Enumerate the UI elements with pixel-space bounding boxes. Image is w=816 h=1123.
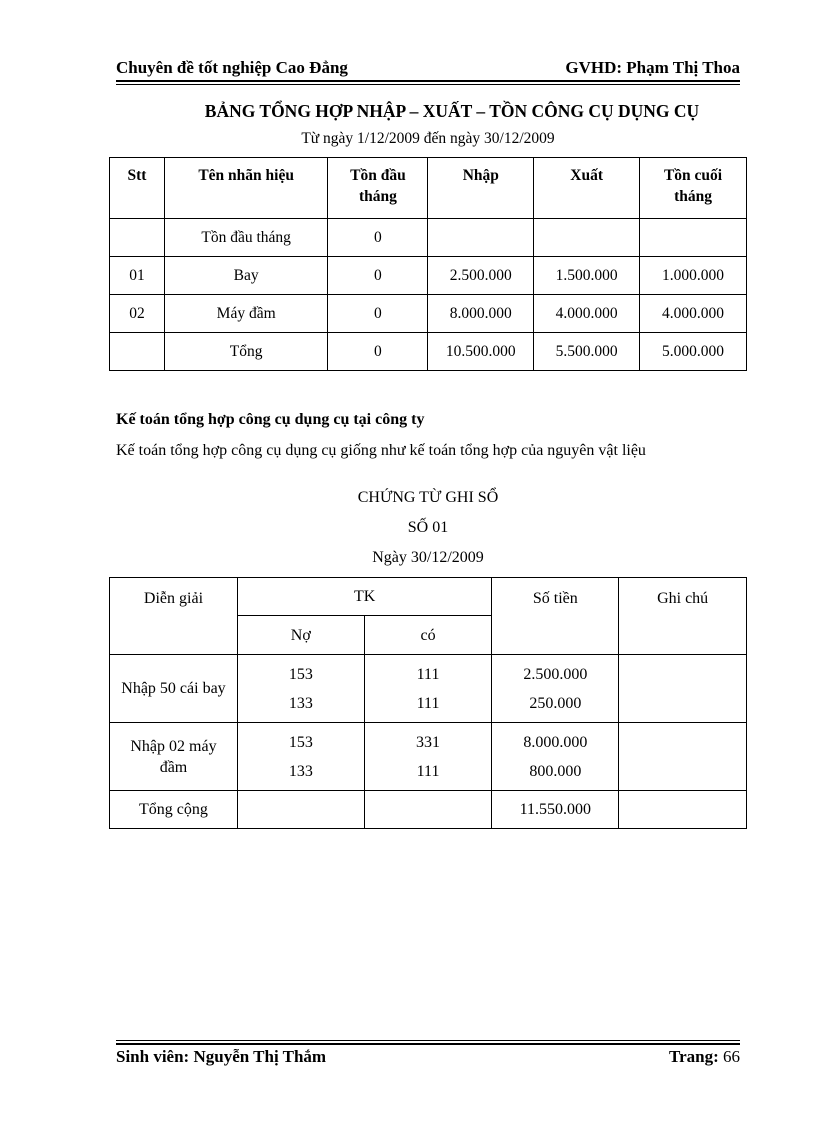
table-row (110, 257, 747, 295)
page-footer (116, 1047, 740, 1069)
cell-debit (237, 723, 364, 791)
amount-line: 8.000.000 (523, 733, 588, 751)
col-debit: Nợ (237, 616, 364, 655)
credit-line: 111 (416, 694, 440, 712)
summary-table-period: Từ ngày 1/12/2009 đến ngày 30/12/2009 (301, 130, 555, 147)
cell-import: 10.500.000 (428, 333, 534, 371)
voucher-table (109, 577, 747, 829)
cell-brand: Máy đầm (164, 295, 328, 333)
cell-import (428, 219, 534, 257)
footer-rule-thin (116, 1040, 740, 1041)
summary-header-row (110, 158, 747, 219)
cell-brand: Tổng (164, 333, 328, 371)
cell-opening: 0 (328, 257, 428, 295)
amount-line: 2.500.000 (523, 665, 588, 683)
table-row (110, 655, 747, 723)
cell-note (619, 723, 747, 791)
table-row-total (110, 333, 747, 371)
cell-export (534, 219, 640, 257)
footer-page (669, 1047, 740, 1067)
voucher-title: CHỨNG TỪ GHI SỔ (357, 489, 499, 506)
cell-stt: 02 (110, 295, 165, 333)
cell-brand: Bay (164, 257, 328, 295)
amount-line: 250.000 (529, 694, 582, 712)
cell-opening: 0 (328, 219, 428, 257)
total-amount: 11.550.000 (492, 791, 619, 829)
debit-line: 133 (288, 762, 313, 780)
debit-line: 153 (288, 665, 313, 683)
cell-stt (110, 219, 165, 257)
table-row (110, 295, 747, 333)
cell-export: 4.000.000 (534, 295, 640, 333)
credit-line: 111 (416, 762, 440, 780)
cell-debit (237, 655, 364, 723)
col-credit: có (364, 616, 492, 655)
description-text: Nhập 50 cái bay (121, 680, 226, 697)
cell-note (619, 655, 747, 723)
cell-amount (492, 655, 619, 723)
amount-line: 800.000 (529, 762, 582, 780)
page-header (116, 58, 740, 80)
cell-credit (364, 791, 492, 829)
page-number: 66 (723, 1047, 740, 1066)
cell-description (110, 655, 238, 723)
cell-closing: 5.000.000 (640, 333, 747, 371)
cell-brand: Tồn đầu tháng (164, 219, 328, 257)
col-opening-stock: Tồn đầu tháng (328, 158, 428, 219)
col-brand-name: Tên nhãn hiệu (164, 158, 328, 219)
cell-import: 8.000.000 (428, 295, 534, 333)
cell-export: 1.500.000 (534, 257, 640, 295)
cell-amount (492, 723, 619, 791)
cell-stt (110, 333, 165, 371)
col-closing-stock: Tồn cuối tháng (640, 158, 747, 219)
footer-rule (116, 1043, 740, 1045)
col-account: TK (237, 578, 491, 616)
col-note: Ghi chú (619, 578, 747, 655)
footer-student: Sinh viên: Nguyễn Thị Thắm (116, 1047, 327, 1066)
section-title: Kế toán tổng hợp công cụ dụng cụ tại công ty (116, 411, 425, 428)
summary-table (109, 157, 747, 371)
cell-note (619, 791, 747, 829)
total-label: Tổng cộng (110, 791, 238, 829)
cell-closing: 1.000.000 (640, 257, 747, 295)
page-label: Trang: (669, 1047, 719, 1066)
cell-closing (640, 219, 747, 257)
debit-line: 153 (288, 733, 313, 751)
cell-stt: 01 (110, 257, 165, 295)
cell-opening: 0 (328, 333, 428, 371)
col-description: Diễn giải (110, 578, 238, 655)
header-course: Chuyên đề tốt nghiệp Cao Đẳng (116, 58, 348, 77)
voucher-date: Ngày 30/12/2009 (372, 549, 484, 566)
table-row-total (110, 791, 747, 829)
summary-table-title: BẢNG TỔNG HỢP NHẬP – XUẤT – TỒN CÔNG CỤ DỤNG CỤ (204, 101, 700, 121)
cell-import: 2.500.000 (428, 257, 534, 295)
col-stt: Stt (110, 158, 165, 219)
table-row (110, 723, 747, 791)
cell-opening: 0 (328, 295, 428, 333)
debit-line: 133 (288, 694, 313, 712)
cell-credit (364, 655, 492, 723)
cell-export: 5.500.000 (534, 333, 640, 371)
cell-credit (364, 723, 492, 791)
col-export: Xuất (534, 158, 640, 219)
cell-debit (237, 791, 364, 829)
col-amount: Số tiền (492, 578, 619, 655)
col-import: Nhập (428, 158, 534, 219)
cell-description (110, 723, 238, 791)
credit-line: 331 (416, 733, 441, 751)
cell-closing: 4.000.000 (640, 295, 747, 333)
voucher-header-row (110, 578, 747, 616)
header-rule-thin (116, 84, 740, 85)
table-row (110, 219, 747, 257)
header-supervisor: GVHD: Phạm Thị Thoa (565, 58, 740, 77)
section-paragraph: Kế toán tổng hợp công cụ dụng cụ giống như kế toán tổng hợp của nguyên vật liệu (116, 442, 646, 459)
voucher-number: SỐ 01 (407, 519, 449, 536)
description-text: Nhập 02 máy đầm (130, 737, 217, 776)
header-rule (116, 80, 740, 82)
credit-line: 111 (416, 665, 440, 683)
